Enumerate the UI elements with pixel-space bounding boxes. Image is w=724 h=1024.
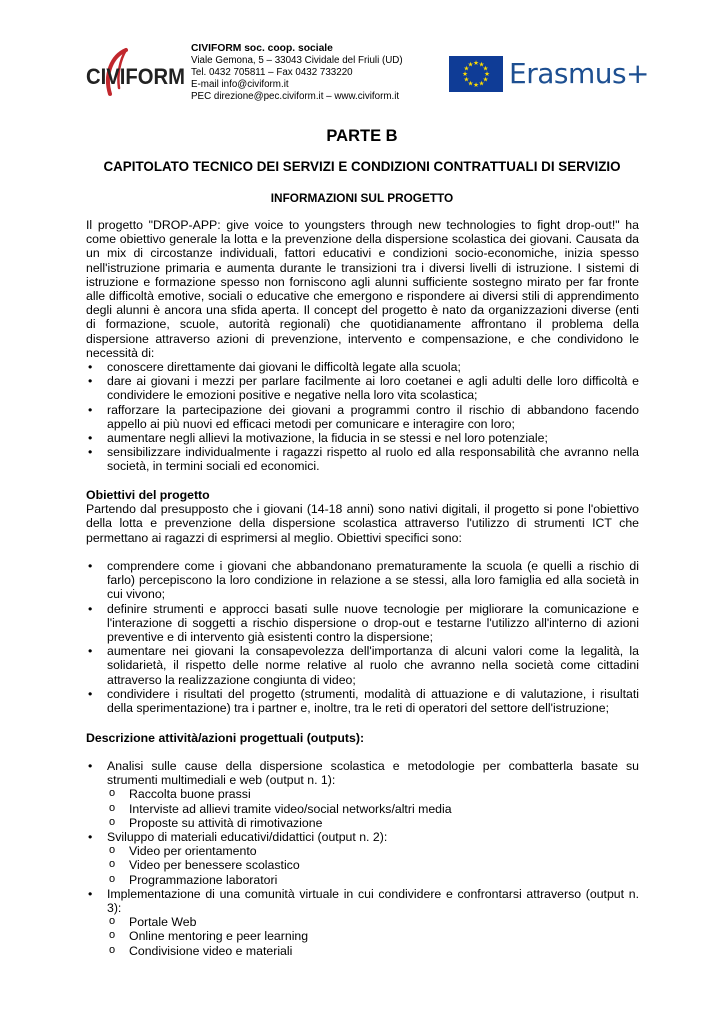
chapter-title: CAPITOLATO TECNICO DEI SERVIZI E CONDIZIONI CONTRATTUALI DI SERVIZIO — [103, 159, 621, 174]
civiform-logo-text: CIVIFORM — [86, 64, 185, 89]
sub-list-item: o Online mentoring e peer learning — [107, 929, 639, 943]
org-phone: Tel. 0432 705811 – Fax 0432 733220 — [191, 67, 353, 78]
activity-text: • Sviluppo di materiali educativi/didattici (output n. 2): — [107, 830, 388, 845]
civiform-logo — [86, 44, 186, 106]
org-address: Viale Gemona, 5 – 33043 Cividale del Friuli (UD) — [191, 55, 403, 66]
sub-list-item: o Video per benessere scolastico — [107, 858, 639, 872]
list-item — [86, 887, 639, 958]
erasmus-logo — [449, 56, 650, 92]
eu-star-icon: ★ — [482, 76, 489, 84]
list-item: • rafforzare la partecipazione dei giovani a programmi contro il rischio di abbandono facendo appello ai più nuovi ed efficaci metodi per comunicare e interagire con loro; — [86, 403, 639, 431]
objectives-section — [86, 488, 639, 545]
activities-heading: Descrizione attività/azioni progettuali (outputs): — [86, 731, 365, 745]
part-title: PARTE B — [326, 127, 398, 145]
sub-list-item: o Condivisione video e materiali — [107, 944, 639, 958]
list-item: • comprendere come i giovani che abbandonano prematuramente la scuola (e quelli a rischio di farlo) percepiscono la loro condizione in relazione a se stessi, alla loro famiglia ed alla società in cui vivono; — [86, 559, 639, 602]
needs-list — [86, 360, 639, 474]
eu-star-icon: ★ — [484, 71, 490, 79]
org-name: CIVIFORM soc. coop. sociale — [191, 43, 333, 54]
org-info — [191, 43, 403, 103]
activities-list — [86, 759, 639, 958]
sub-list-item: o Portale Web — [107, 915, 639, 929]
activity-text: • Implementazione di una comunità virtuale in cui condividere e confrontarsi attraverso (output n. 3): — [107, 886, 639, 916]
objectives-list — [86, 559, 639, 715]
sub-list-item: o Interviste ad allievi tramite video/social networks/altri media — [107, 802, 639, 816]
list-item: • conoscere direttamente dai giovani le difficoltà legate alla scuola; — [86, 360, 639, 374]
eu-star-icon: ★ — [463, 76, 470, 84]
list-item: • aumentare negli allievi la motivazione, la fiducia in se stessi e nel loro potenziale; — [86, 431, 639, 445]
eu-star-icon: ★ — [462, 71, 468, 79]
intro-paragraph: Il progetto "DROP-APP: give voice to youngsters through new technologies to fight drop-out!" ha come obiettivo generale la lotta e la prevenzione della dispersione scolastica dei giovani. Causata da un mix di circostanze individuali, fattori educativi e condizioni socio-economiche, inizia spesso nell'istruzione primaria e aumenta durante le transizioni tra i diversi livelli di istruzione. I sistemi di istruzione e formazione spesso non forniscono agli alunni sufficiente sostegno mirato per far fronte alle difficoltà emotive, sociali o educative che emergono e rispondere ai diversi stili di apprendimento degli alunni è ancora una sfida aperta. Il concept del progetto è nato da organizzazioni diverse (enti di formazione, scuole, autorità regionali) che quotidianamente affrontano il problema della dispersione attraverso azioni di prevenzione, intervento e compensazione, e che condividono le necessità di: — [86, 218, 639, 360]
sub-list-item: o Video per orientamento — [107, 844, 639, 858]
eu-star-icon: ★ — [478, 80, 485, 88]
list-item: • aumentare nei giovani la consapevolezza dell'importanza di alcuni valori come la legalità, la solidarietà, il rispetto delle norme relative al ruolo che avranno nella società come cittadini attraverso la realizzazione congiunta di video; — [86, 644, 639, 687]
list-item — [86, 830, 639, 887]
list-item: • condividere i risultati del progetto (strumenti, modalità di attuazione e di valutazione, i risultati della sperimentazione) tra i partner e, inoltre, tra le reti di operatori del settore dell'istruzione; — [86, 687, 639, 715]
sub-list-item: o Proposte su attività di rimotivazione — [107, 816, 639, 830]
list-item — [86, 759, 639, 830]
objectives-text: Partendo dal presupposto che i giovani (14-18 anni) sono nativi digitali, il progetto si pone l'obiettivo della lotta e prevenzione della dispersione scolastica attraverso l'utilizzo di strumenti ICT che permettano ai ragazzi di esprimersi al meglio. Obiettivi specifici sono: — [86, 502, 639, 545]
erasmus-text: Erasmus+ — [509, 57, 650, 90]
org-pec[interactable]: PEC direzione@pec.civiform.it – www.civiform.it — [191, 91, 400, 102]
list-item: • definire strumenti e approcci basati sulle nuove tecnologie per migliorare la comunicazione e l'interazione di soggetti a rischio dispersione o drop-out e testarne l'utilizzo all'interno di azioni preventive e di intervento già esistenti contro la dispersione; — [86, 602, 639, 645]
sub-list-item: o Programmazione laboratori — [107, 873, 639, 887]
objectives-heading: Obiettivi del progetto — [86, 488, 210, 502]
eu-star-icon: ★ — [467, 80, 474, 88]
eu-star-icon: ★ — [467, 61, 474, 69]
list-item: • sensibilizzare individualmente i ragazzi rispetto al ruolo ed alla responsabilità che avranno nella società, in termini sociali ed economici. — [86, 445, 639, 473]
info-title: INFORMAZIONI SUL PROGETTO — [270, 191, 454, 205]
eu-star-icon: ★ — [478, 61, 485, 69]
eu-flag-icon — [449, 56, 503, 92]
eu-star-icon: ★ — [473, 82, 479, 90]
eu-star-icon: ★ — [482, 65, 489, 73]
eu-star-icon: ★ — [463, 65, 470, 73]
activity-text: • Analisi sulle cause della dispersione scolastica e metodologie per combatterla basate su strumenti multimediali e web (output n. 1): — [107, 759, 639, 788]
list-item: • dare ai giovani i mezzi per parlare facilmente ai loro coetanei e agli adulti delle loro difficoltà e condividere le emozioni positive e negative nella loro vita scolastica; — [86, 374, 639, 402]
eu-star-icon: ★ — [473, 60, 479, 68]
org-email[interactable]: E-mail info@civiform.it — [191, 79, 289, 90]
sub-list-item: o Raccolta buone prassi — [107, 787, 639, 801]
